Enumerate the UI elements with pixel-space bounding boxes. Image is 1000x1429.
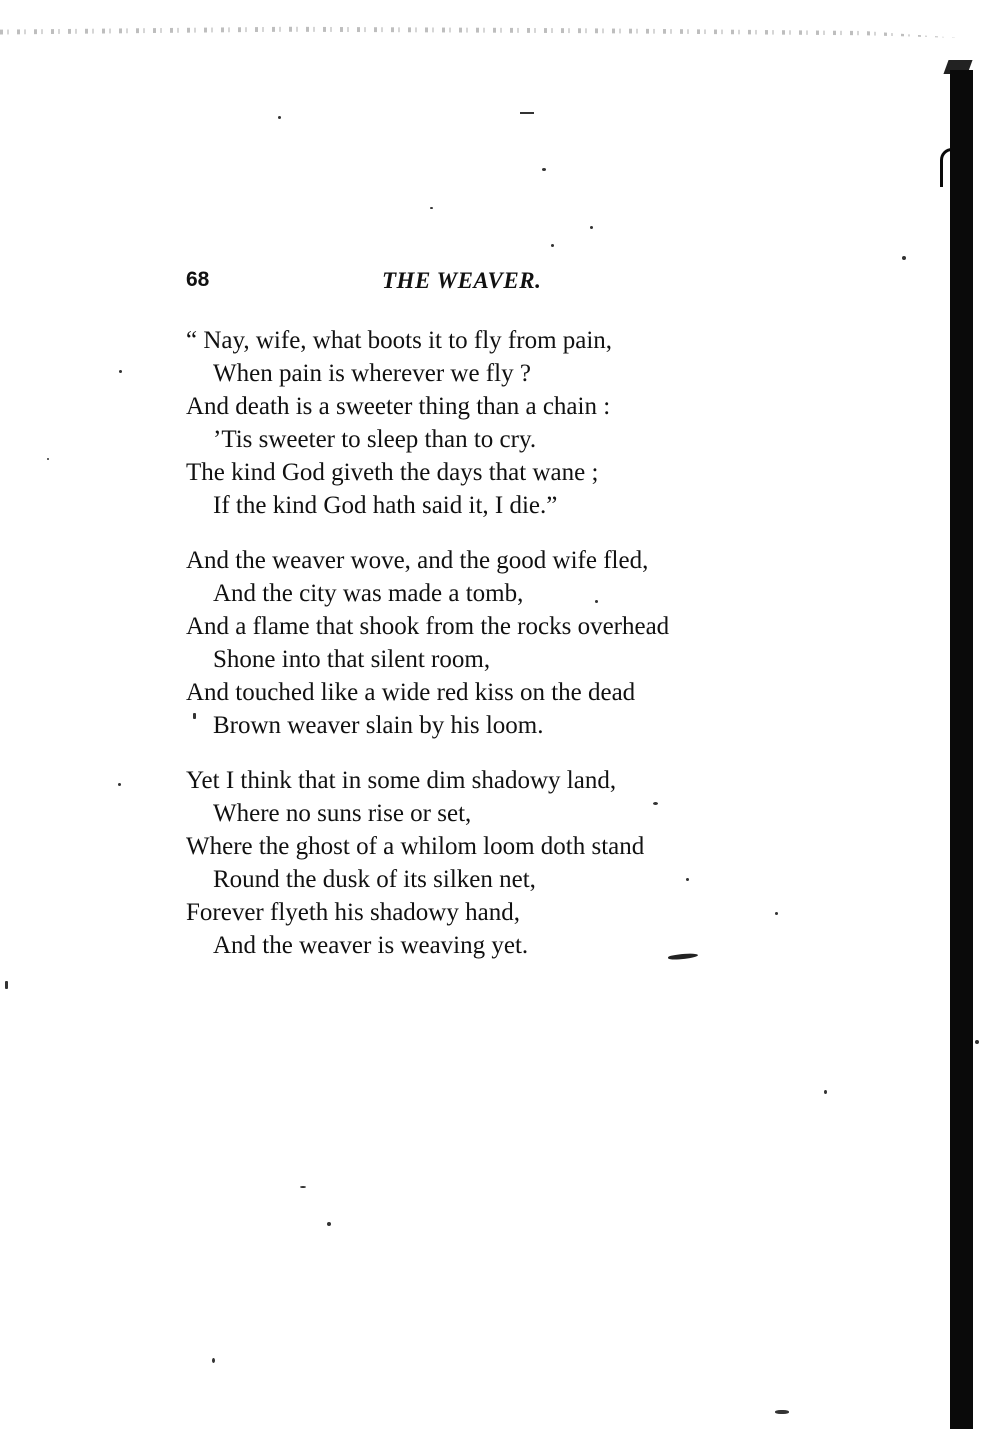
poem-line: Where the ghost of a whilom loom doth stand [186,833,645,860]
poem-line: And touched like a wide red kiss on the dead [186,679,636,706]
poem-line: Shone into that silent room, [213,646,491,673]
dust-speck [551,244,554,247]
dust-speck [775,1410,789,1414]
dust-speck [430,207,433,209]
scan-noise-top [0,24,960,38]
dust-speck [975,1040,979,1044]
poem-line: Yet I think that in some dim shadowy land, [186,767,617,794]
dust-speck [47,458,49,460]
poem-line: When pain is wherever we fly ? [213,360,531,387]
dust-speck [5,981,8,989]
poem-line: And death is a sweeter thing than a chain : [186,393,611,420]
dust-speck [902,256,906,260]
stanza-3 [186,764,806,962]
stanza-2 [186,544,806,742]
dust-speck [824,1090,827,1094]
poem-line: ’Tis sweeter to sleep than to cry. [213,426,537,453]
page-number: 68 [186,268,210,291]
dust-speck [542,168,546,171]
poem-line: If the kind God hath said it, I die.” [213,492,558,519]
binding-clip [940,148,959,187]
dust-speck [212,1358,215,1363]
dust-speck [520,112,534,114]
poem-line: “ Nay, wife, what boots it to fly from pain, [186,327,613,354]
stanza-1 [186,324,806,522]
poem-line: Forever flyeth his shadowy hand, [186,899,520,926]
dust-speck [327,1222,331,1226]
poem-line: And the weaver wove, and the good wife fled, [186,547,649,574]
dust-speck [590,226,593,229]
poem-line: The kind God giveth the days that wane ; [186,459,599,486]
poem-line: Where no suns rise or set, [213,800,472,827]
dust-speck [300,1186,306,1188]
poem-line: Brown weaver slain by his loom. [213,712,544,739]
poem-line: And a flame that shook from the rocks overhead [186,613,670,640]
poem-line: Round the dusk of its silken net, [213,866,536,893]
running-head: THE WEAVER. [382,268,542,293]
dust-speck [118,783,121,786]
poem-line: And the weaver is weaving yet. [213,932,529,959]
binding-edge [950,70,973,1429]
poem-line: And the city was made a tomb, [213,580,524,607]
dust-speck [278,116,281,119]
dust-speck [119,370,122,373]
